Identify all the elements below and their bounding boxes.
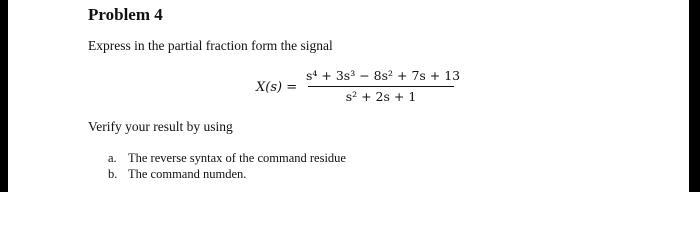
option-text: The command numden. <box>128 167 247 181</box>
equation-denominator: s² + 2s + 1 <box>345 89 417 104</box>
option-letter: b. <box>108 167 118 181</box>
problem-title: Problem 4 <box>88 5 163 24</box>
option-letter: a. <box>108 151 117 165</box>
document-page <box>8 0 689 192</box>
left-black-border <box>0 0 8 192</box>
option-text: The reverse syntax of the command residue <box>128 151 346 165</box>
fraction-bar <box>308 86 454 87</box>
option-item <box>108 166 346 182</box>
equation-numerator: s⁴ + 3s³ − 8s² + 7s + 13 <box>306 68 461 83</box>
equation-lhs: X(s) = <box>256 80 298 95</box>
right-black-border <box>689 0 700 192</box>
problem-intro: Express in the partial fraction form the signal <box>88 38 333 53</box>
option-list <box>108 150 346 182</box>
option-item <box>108 150 346 166</box>
verify-instruction: Verify your result by using <box>88 119 233 134</box>
transfer-function-equation <box>256 68 476 108</box>
